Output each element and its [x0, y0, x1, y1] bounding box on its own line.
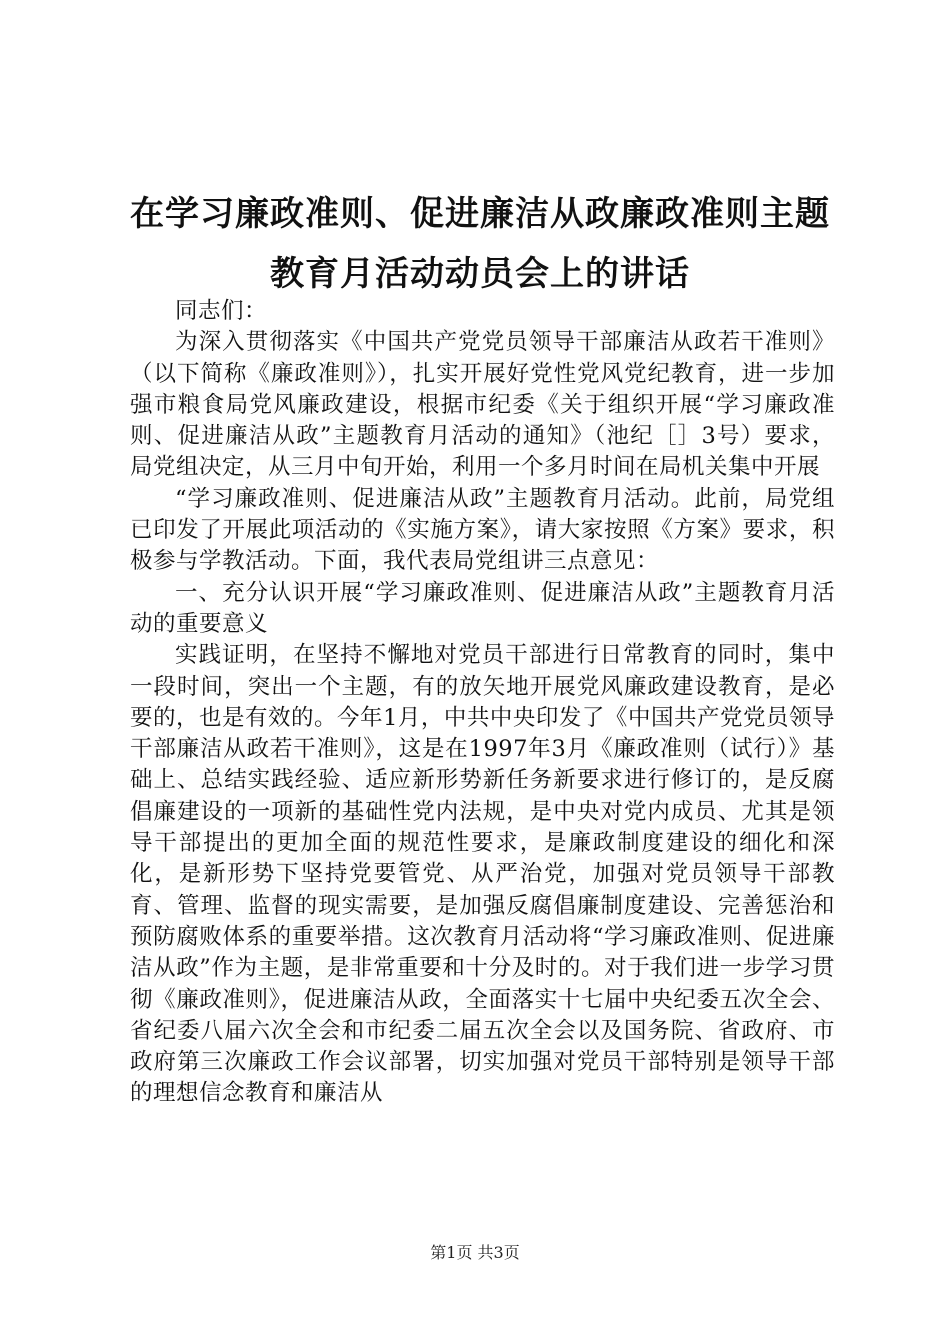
document-title-line-2: 教育月活动动员会上的讲话 — [270, 254, 690, 294]
body-paragraph: 实践证明，在坚持不懈地对党员干部进行日常教育的同时，集中一段时间，突出一个主题，有的放矢地开展党风廉政建设教育，是必要的，也是有效的。今年1月，中共中央印发了《中国共产党党员领导干部廉洁从政若干准则》，这是在1997年3月《廉政准则（试行）》基础上、总结实践经验、适应新形势新任务新要求进行修订的，是反腐倡廉建设的一项新的基础性党内法规，是中央对党内成员、尤其是领导干部提出的更加全面的规范性要求，是廉政制度建设的细化和深化，是新形势下坚持党要管党、从严治党，加强对党员领导干部教育、管理、监督的现实需要，是加强反腐倡廉制度建设、完善惩治和预防腐败体系的重要举措。这次教育月活动将“学习廉政准则、促进廉洁从政”作为主题，是非常重要和十分及时的。对于我们进一步学习贯彻《廉政准则》，促进廉洁从政，全面落实十七届中央纪委五次全会、省纪委八届六次全会和市纪委二届五次全会以及国务院、省政府、市政府第三次廉政工作会议部署，切实加强对党员干部特别是领导干部的理想信念教育和廉洁从 — [130, 642, 835, 1107]
document-body — [130, 296, 835, 1110]
body-paragraph: “学习廉政准则、促进廉洁从政”主题教育月活动。此前，局党组已印发了开展此项活动的《实施方案》，请大家按照《方案》要求，积极参与学教活动。下面，我代表局党组讲三点意见： — [130, 485, 835, 575]
section-heading: 一、充分认识开展“学习廉政准则、促进廉洁从政”主题教育月活动的重要意义 — [130, 579, 835, 637]
document-title-line-1: 在学习廉政准则、促进廉洁从政廉政准则主题 — [130, 194, 830, 234]
body-paragraph: 为深入贯彻落实《中国共产党党员领导干部廉洁从政若干准则》（以下简称《廉政准则》），扎实开展好党性党风党纪教育，进一步加强市粮食局党风廉政建设，根据市纪委《关于组织开展“学习廉政准则、促进廉洁从政”主题教育月活动的通知》（池纪［］3号）要求，局党组决定，从三月中旬开始，利用一个多月时间在局机关集中开展 — [130, 329, 835, 481]
salutation-paragraph: 同志们： — [175, 298, 268, 324]
page-number-footer: 第1页 共3页 — [430, 1243, 520, 1262]
